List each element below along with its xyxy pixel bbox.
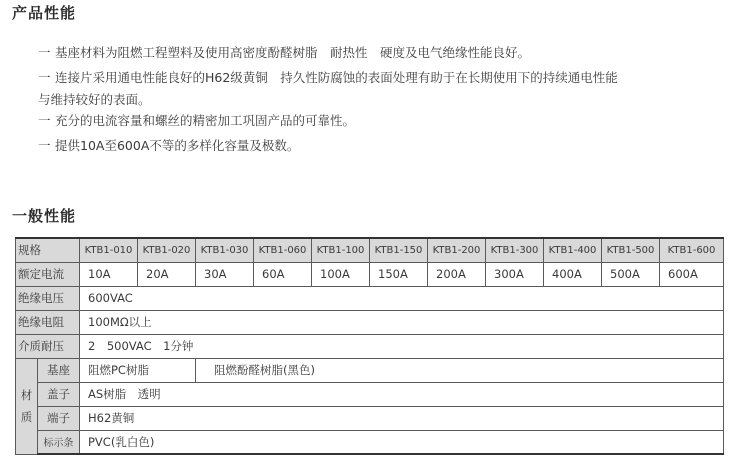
cover-value: AS树脂 透明	[80, 382, 724, 406]
material-base-row	[16, 358, 724, 382]
dielectric-label: 介质耐压	[16, 334, 80, 358]
current-cell: 60A	[254, 262, 312, 286]
base-label: 基座	[38, 358, 80, 382]
model-cell: KTB1-010	[80, 238, 138, 262]
material-terminal-row	[16, 406, 724, 430]
insulation-resistance-value: 100MΩ以上	[80, 310, 724, 334]
feature-item	[38, 65, 728, 108]
current-cell: 10A	[80, 262, 138, 286]
marker-label: 标示条	[38, 430, 80, 454]
current-label: 额定电流	[16, 262, 80, 286]
feature-text: 充分的电流容量和螺丝的精密加工巩固产品的可靠性。	[55, 113, 356, 128]
model-cell: KTB1-060	[254, 238, 312, 262]
feature-text-continued: 与维持较好的表面。	[38, 92, 151, 107]
dash-bullet: 一	[38, 45, 51, 60]
insulation-resistance-row	[16, 310, 724, 334]
insulation-resistance-label: 绝缘电阻	[16, 310, 80, 334]
model-cell: KTB1-200	[428, 238, 486, 262]
model-row	[16, 238, 724, 262]
insulation-voltage-row	[16, 286, 724, 310]
feature-item	[38, 108, 728, 133]
current-cell: 150A	[370, 262, 428, 286]
feature-item	[38, 40, 728, 65]
dielectric-row	[16, 334, 724, 358]
dash-bullet: 一	[38, 70, 51, 85]
base-value-phenolic: 阻燃酚醛树脂(黑色)	[196, 358, 724, 382]
model-cell: KTB1-400	[544, 238, 602, 262]
current-cell: 500A	[602, 262, 660, 286]
dash-bullet: 一	[38, 138, 51, 153]
material-marker-row	[16, 430, 724, 454]
general-performance-title: 一般性能	[12, 207, 77, 225]
dash-bullet: 一	[38, 113, 51, 128]
current-cell: 400A	[544, 262, 602, 286]
material-cover-row	[16, 382, 724, 406]
model-cell: KTB1-300	[486, 238, 544, 262]
current-cell: 100A	[312, 262, 370, 286]
feature-text: 连接片采用通电性能良好的H62级黄铜 持久性防腐蚀的表面处理有助于在长期使用下的持续通电性能	[55, 70, 618, 85]
terminal-label: 端子	[38, 406, 80, 430]
material-label-bottom: 质	[20, 410, 33, 424]
current-cell: 300A	[486, 262, 544, 286]
model-label: 规格	[16, 238, 80, 262]
model-cell: KTB1-500	[602, 238, 660, 262]
model-cell: KTB1-150	[370, 238, 428, 262]
model-cell: KTB1-100	[312, 238, 370, 262]
model-cell: KTB1-020	[138, 238, 196, 262]
model-cell: KTB1-030	[196, 238, 254, 262]
product-performance-title: 产品性能	[12, 4, 77, 22]
material-label	[16, 358, 38, 454]
terminal-value: H62黄铜	[80, 406, 724, 430]
model-cell: KTB1-600	[660, 238, 724, 262]
insulation-voltage-label: 绝缘电压	[16, 286, 80, 310]
feature-item	[38, 133, 728, 158]
base-value-pc: 阻燃PC树脂	[80, 358, 196, 382]
feature-list	[38, 40, 728, 158]
feature-text: 提供10A至600A不等的多样化容量及极数。	[55, 138, 300, 153]
spec-table	[15, 237, 724, 455]
current-cell: 20A	[138, 262, 196, 286]
current-cell: 30A	[196, 262, 254, 286]
marker-value: PVC(乳白色)	[80, 430, 724, 454]
cover-label: 盖子	[38, 382, 80, 406]
material-label-top: 材	[20, 388, 33, 402]
current-cell: 200A	[428, 262, 486, 286]
insulation-voltage-value: 600VAC	[80, 286, 724, 310]
current-cell: 600A	[660, 262, 724, 286]
current-row	[16, 262, 724, 286]
feature-text: 基座材料为阻燃工程塑料及使用高密度酚醛树脂 耐热性 硬度及电气绝缘性能良好。	[55, 45, 531, 60]
dielectric-value: 2 500VAC 1分钟	[80, 334, 724, 358]
